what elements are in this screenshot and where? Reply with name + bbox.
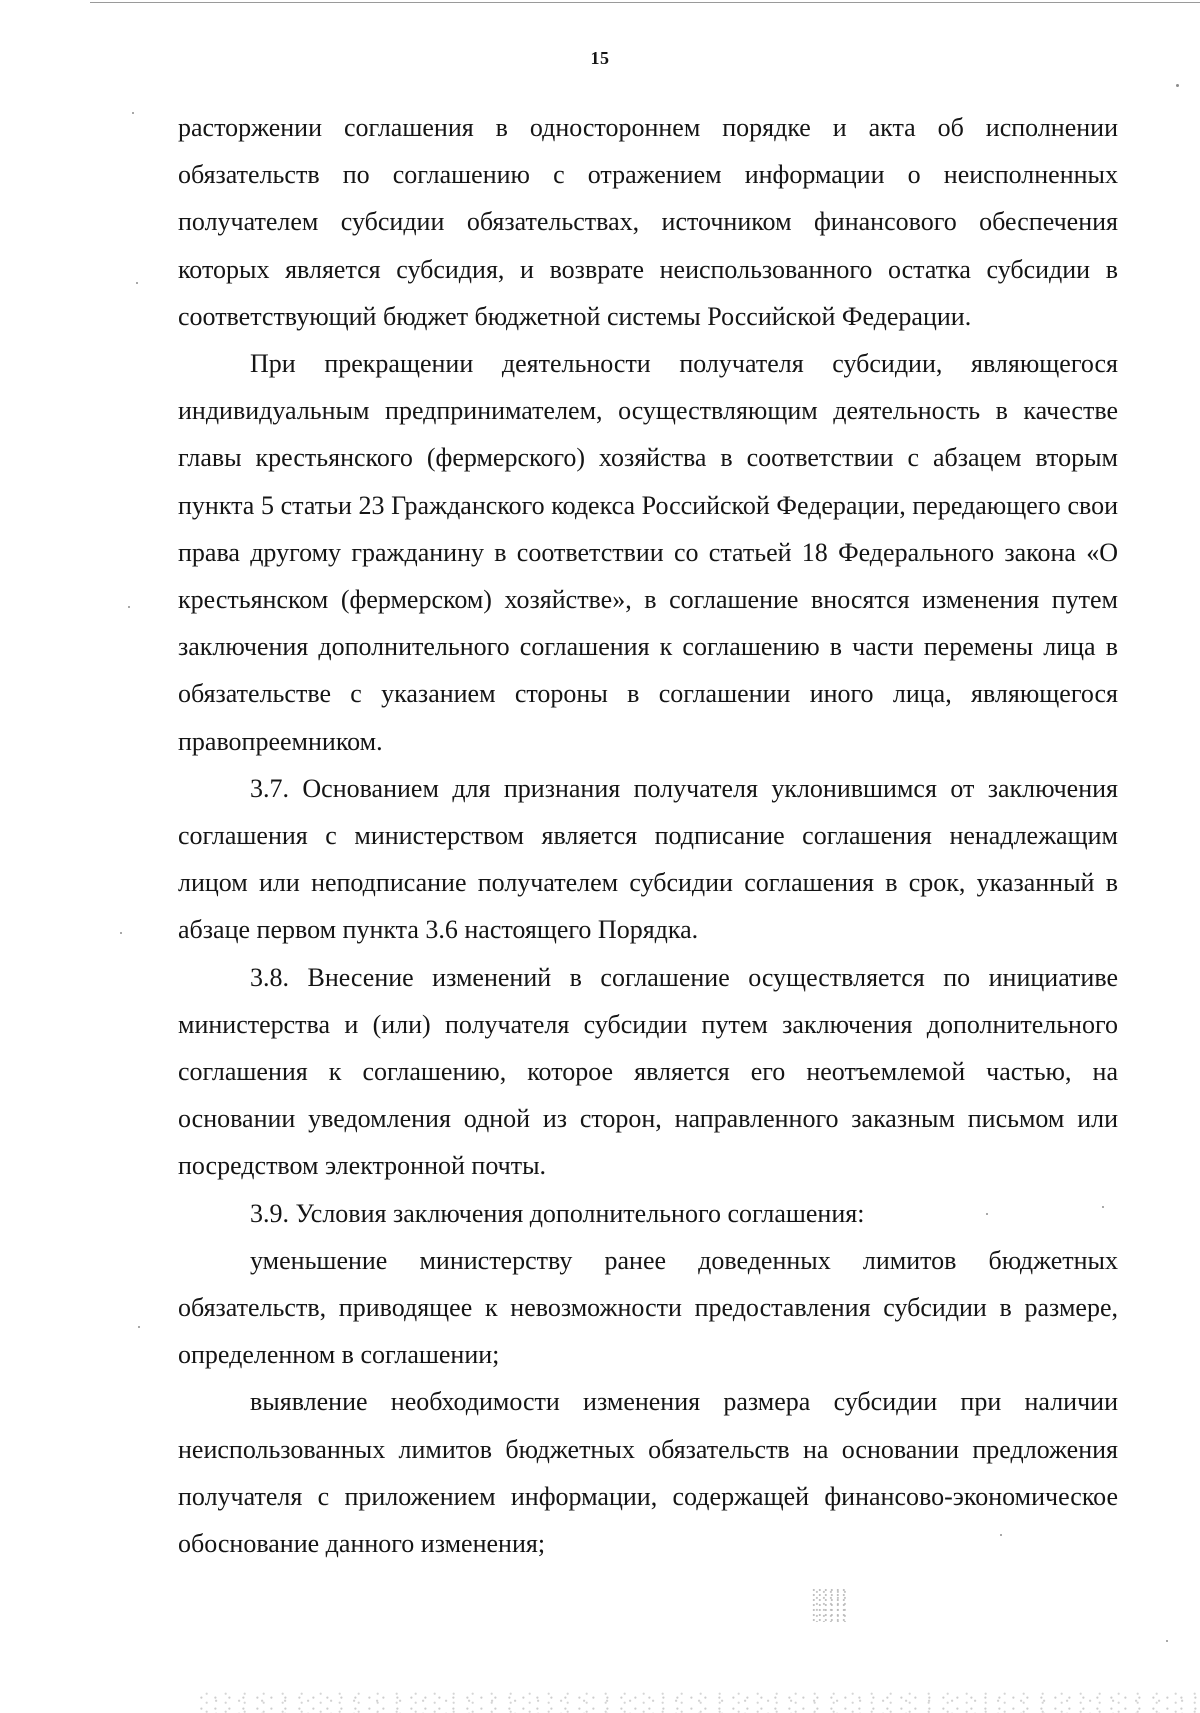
scan-speck bbox=[1176, 84, 1179, 87]
scan-speck bbox=[1000, 1534, 1002, 1536]
scan-speck bbox=[1166, 1640, 1168, 1642]
scan-noise-cluster bbox=[812, 1588, 848, 1622]
scan-edge-line bbox=[90, 2, 1200, 3]
paragraph-3-7: 3.7. Основанием для признания получателя уклонившимся от заключения соглашения с министерством является подписание соглашения ненадлежащим лицом или неподписание получателем субсидии соглашения в срок, указанный в абзаце первом пункта 3.6 настоящего Порядка. bbox=[178, 773, 1118, 945]
paragraph-3-8: 3.8. Внесение изменений в соглашение осуществляется по инициативе министерства и (или) получателя субсидии путем заключения дополнительного соглашения к соглашению, которое является его неотъемлемой частью, на основании уведомления одной из сторон, направленного заказным письмом или посредством электронной почты. bbox=[178, 962, 1118, 1181]
paragraph-condition-limits-reduction: уменьшение министерству ранее доведенных лимитов бюджетных обязательств, приводящее к невозможности предоставления субсидии в размере, определенном в соглашении; bbox=[178, 1245, 1118, 1370]
scan-speck bbox=[1102, 1206, 1104, 1208]
paragraph-termination-of-activity: При прекращении деятельности получателя субсидии, являющегося индивидуальным предпринимателем, осуществляющим деятельность в качестве главы крестьянского (фермерского) хозяйства в соответствии с абзацем вторым пункта 5 статьи 23 Гражданского кодекса Российской Федерации, передающего свои права другому гражданину в соответствии со статьей 18 Федерального закона «О крестьянском (фермерском) хозяйстве», в соглашение вносятся изменения путем заключения дополнительного соглашения к соглашению в части перемены лица в обязательстве с указанием стороны в соглашении иного лица, являющегося правопреемником. bbox=[178, 349, 1118, 756]
document-body bbox=[178, 104, 1118, 1567]
page-number: 15 bbox=[590, 48, 610, 68]
paragraph-continuation: расторжении соглашения в одностороннем порядке и акта об исполнении обязательств по соглашению с отражением информации о неисполненных получателем субсидии обязательствах, источником финансового обеспечения которых является субсидия, и возврате неиспользованного остатка субсидии в соответствующий бюджет бюджетной системы Российской Федерации. bbox=[178, 113, 1118, 331]
paragraph-3-9: 3.9. Условия заключения дополнительного соглашения: bbox=[250, 1198, 865, 1228]
scan-speck bbox=[136, 282, 138, 284]
scan-speck bbox=[132, 112, 134, 114]
scan-speck bbox=[986, 1213, 988, 1215]
scan-speck bbox=[138, 1326, 140, 1328]
paragraph-condition-subsidy-change: выявление необходимости изменения размера субсидии при наличии неиспользованных лимитов бюджетных обязательств на основании предложения получателя с приложением информации, содержащей финансово-экономическое обоснование данного изменения; bbox=[178, 1387, 1118, 1559]
scan-speck bbox=[128, 606, 130, 608]
scan-speck bbox=[120, 932, 122, 934]
scan-noise-bottom bbox=[200, 1691, 1200, 1713]
